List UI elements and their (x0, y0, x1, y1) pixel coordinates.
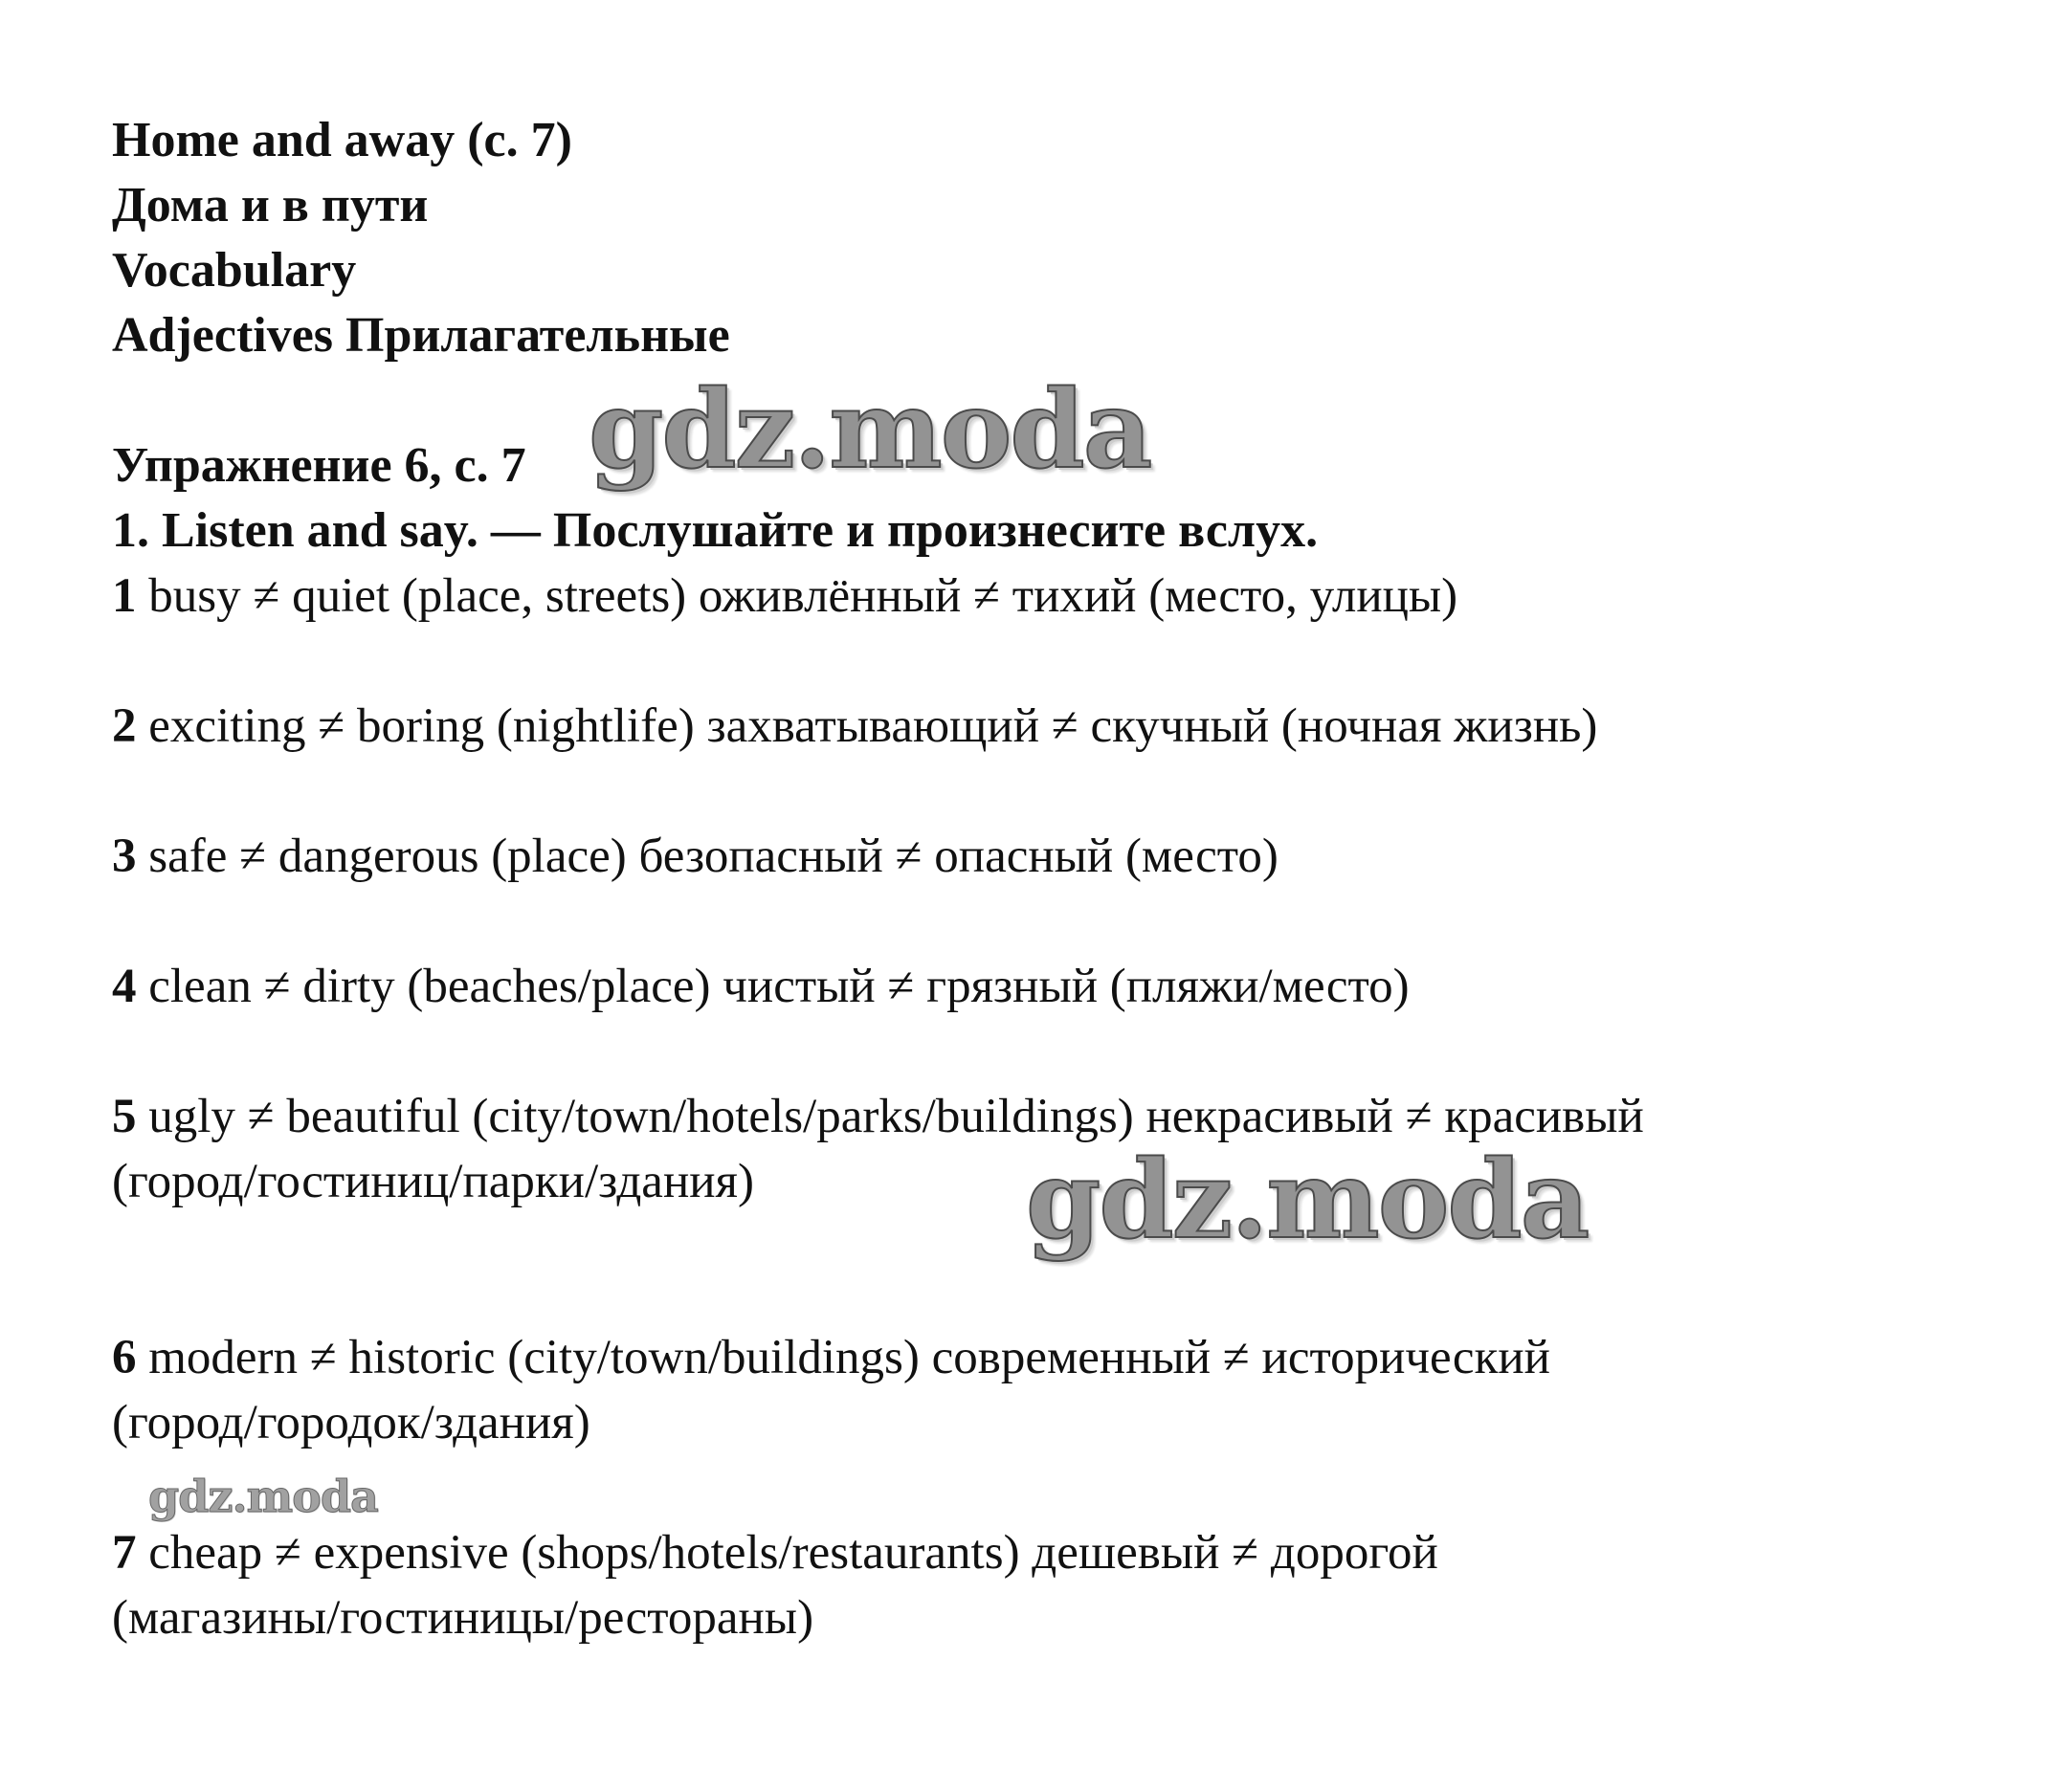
vocab-item-6 (112, 1325, 1550, 1390)
item-text: safe ≠ dangerous (place) безопасный ≠ опасный (место) (136, 830, 1279, 883)
item-number: 1 (112, 569, 137, 623)
vocab-item-4 (112, 954, 1410, 1019)
item-number: 7 (112, 1526, 137, 1580)
vocab-item-6-continued: (город/городок/здания) (112, 1396, 590, 1449)
item-number: 4 (112, 960, 137, 1013)
watermark-small: gdz.moda (148, 1471, 378, 1522)
subsection-heading: Adjectives Прилагательные (112, 308, 730, 363)
page-title: Home and away (c. 7) (112, 113, 572, 167)
item-text: clean ≠ dirty (beaches/place) чистый ≠ грязный (пляжи/место) (136, 960, 1410, 1013)
vocab-item-2 (112, 694, 1597, 759)
page-title-ru: Дома и в пути (112, 178, 429, 232)
item-text: busy ≠ quiet (place, streets) оживлённый ≠ тихий (место, улицы) (136, 569, 1458, 623)
item-text: exciting ≠ boring (nightlife) захватывающий ≠ скучный (ночная жизнь) (136, 699, 1598, 753)
item-number: 2 (112, 699, 137, 753)
item-number: 3 (112, 830, 137, 883)
item-number: 5 (112, 1090, 137, 1143)
item-number: 6 (112, 1331, 137, 1384)
section-heading: Vocabulary (112, 243, 357, 298)
item-text: modern ≠ historic (city/town/buildings) современный ≠ исторический (136, 1331, 1550, 1384)
item-text: ugly ≠ beautiful (city/town/hotels/parks/buildings) некрасивый ≠ красивый (136, 1090, 1644, 1143)
vocab-item-3 (112, 824, 1279, 889)
watermark-middle: gdz.moda (1026, 1138, 1589, 1263)
item-text: cheap ≠ expensive (shops/hotels/restaurants) дешевый ≠ дорогой (136, 1526, 1438, 1580)
watermark-top: gdz.moda (589, 367, 1151, 493)
vocab-item-1 (112, 564, 1457, 629)
vocab-item-7-continued: (магазины/гостиницы/рестораны) (112, 1591, 814, 1645)
vocab-item-7 (112, 1520, 1438, 1585)
vocab-item-5-continued: (город/гостиниц/парки/здания) (112, 1155, 754, 1208)
exercise-label: Упражнение 6, с. 7 (112, 438, 526, 493)
exercise-instruction: 1. Listen and say. — Послушайте и произнесите вслух. (112, 503, 1319, 558)
